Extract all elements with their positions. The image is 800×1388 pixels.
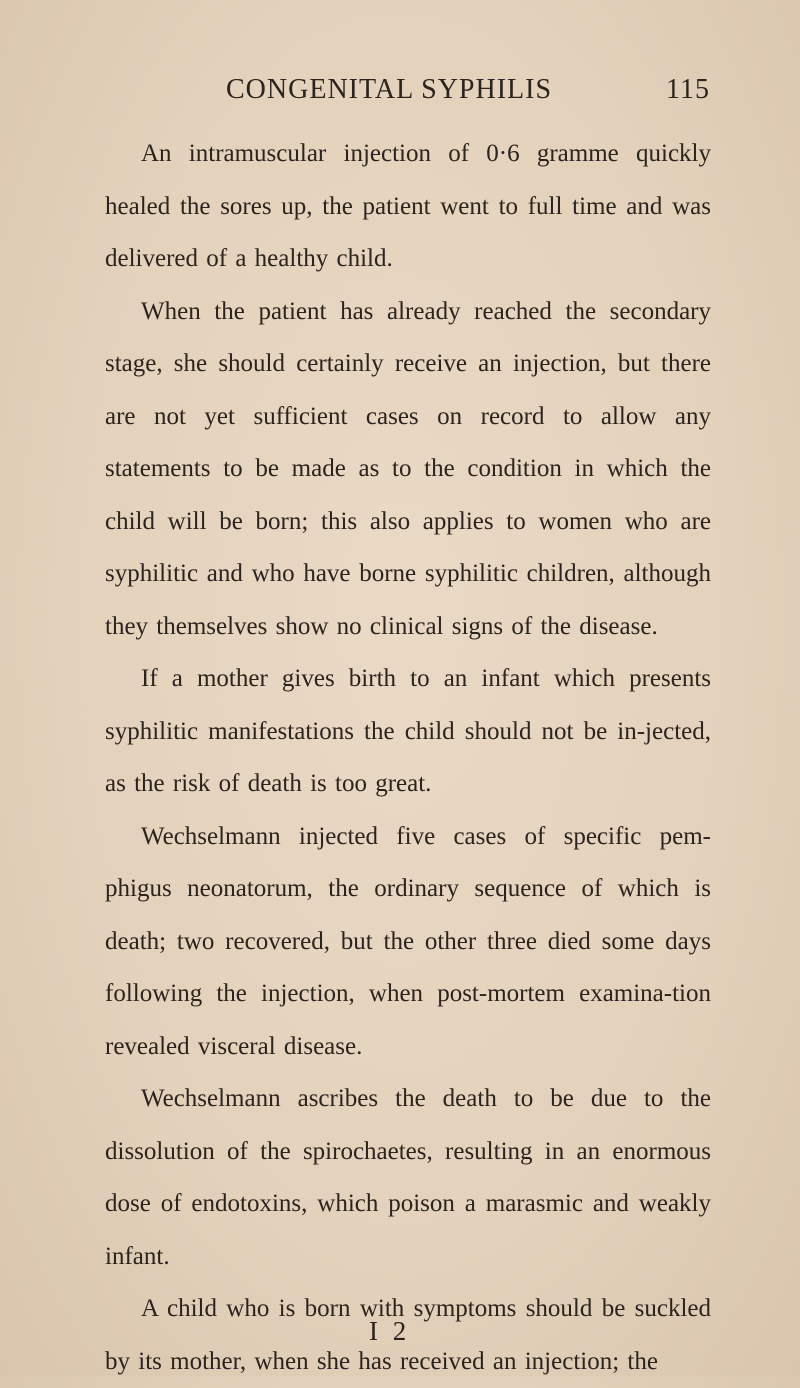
paragraph-1: An intramuscular injection of 0·6 gramme quickly healed the sores up, the patient went to full time and was delivered of a healthy child. [105,140,711,272]
page-number: 115 [666,74,710,105]
paragraph-6: A child who is born with symptoms should be suckled by its mother, when she has received an injection; the [105,1295,711,1375]
running-title: CONGENITAL SYPHILIS [226,74,553,105]
signature-mark: I 2 [369,1316,411,1346]
running-head [226,74,710,114]
paragraph-4: Wechselmann injected five cases of specific pem-phigus neonatorum, the ordinary sequence of which is death; two recovered, but the other three died some days following the injection, when post-mortem examina-tion revealed visceral disease. [105,822,711,1060]
paragraph-5: Wechselmann ascribes the death to be due to the dissolution of the spirochaetes, resulting in an enormous dose of endotoxins, which poison a marasmic and weakly infant. [105,1085,711,1270]
paragraph-3: If a mother gives birth to an infant which presents syphilitic manifestations the child should not be in-jected, as the risk of death is too great. [105,665,711,797]
paragraph-2: When the patient has already reached the secondary stage, she should certainly receive an injection, but there are not yet sufficient cases on record to allow any statements to be made as to the condition in which the child will be born; this also applies to women who are syphilitic and who have borne syphilitic children, although they themselves show no clinical signs of the disease. [105,297,711,640]
body-text [105,128,711,1388]
